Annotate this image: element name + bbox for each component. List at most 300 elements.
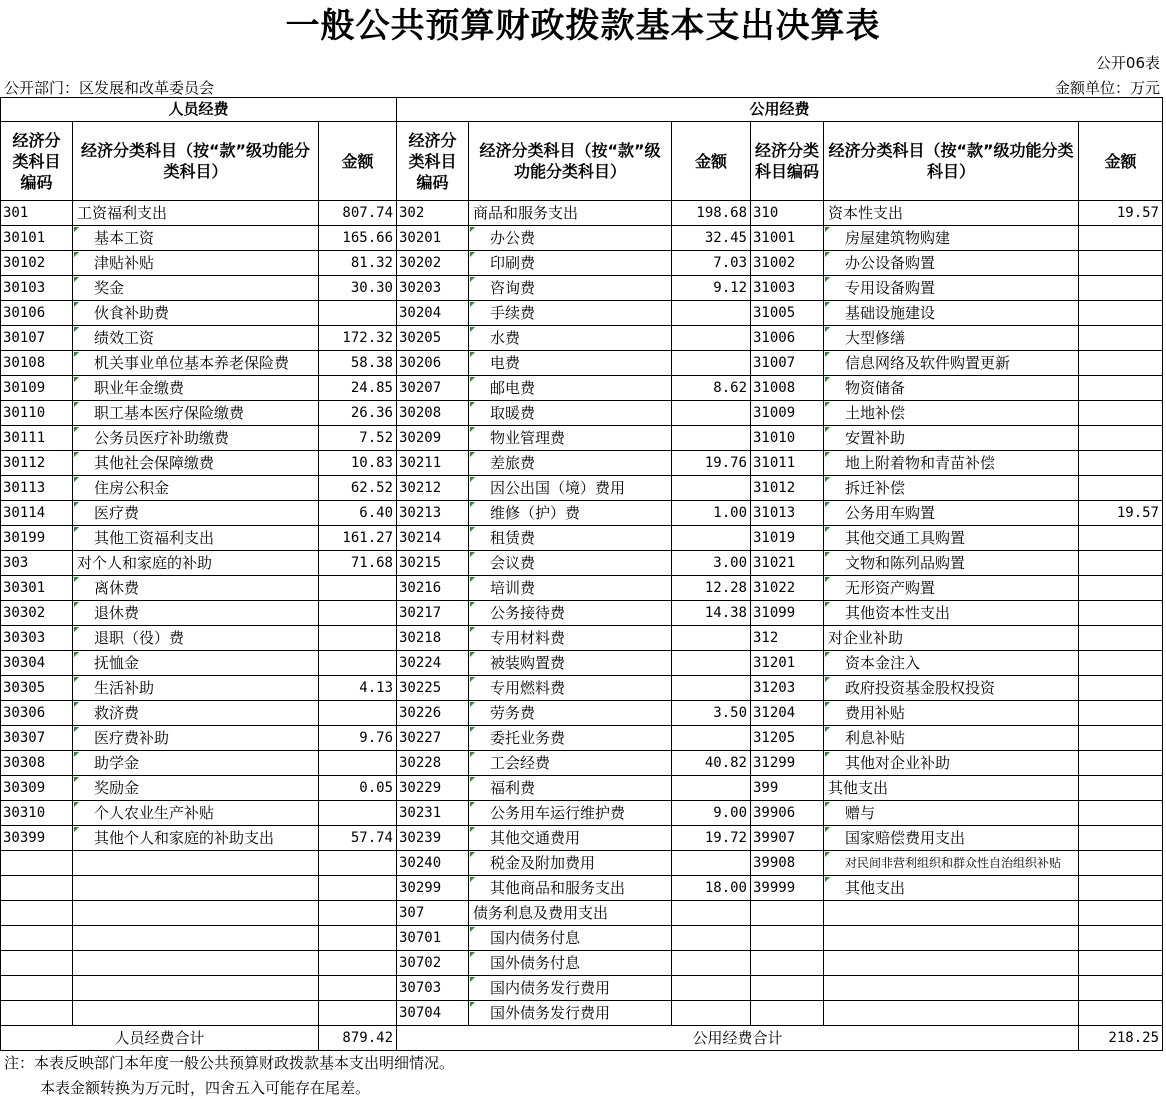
name-cell: 税金及附加费用 bbox=[469, 851, 672, 876]
code-cell: 31005 bbox=[751, 301, 824, 326]
name-header: 经济分类科目（按“款”级功能分类科目） bbox=[73, 122, 319, 201]
name-cell: 绩效工资 bbox=[73, 326, 319, 351]
name-cell: 奖金 bbox=[73, 276, 319, 301]
amount-cell: 19.72 bbox=[672, 826, 751, 851]
amount-cell bbox=[672, 976, 751, 1001]
amount-cell bbox=[319, 301, 397, 326]
amount-cell: 1.00 bbox=[672, 501, 751, 526]
table-row bbox=[1, 876, 1163, 901]
amount-cell bbox=[1079, 826, 1163, 851]
amount-cell bbox=[1079, 1001, 1163, 1026]
code-cell: 30303 bbox=[1, 626, 73, 651]
name-cell: 物资储备 bbox=[824, 376, 1079, 401]
amount-cell: 18.00 bbox=[672, 876, 751, 901]
amount-cell: 12.28 bbox=[672, 576, 751, 601]
table-row bbox=[1, 526, 1163, 551]
name-cell: 个人农业生产补贴 bbox=[73, 801, 319, 826]
code-header: 经济分类科目编码 bbox=[751, 122, 824, 201]
code-cell: 39907 bbox=[751, 826, 824, 851]
name-cell: 租赁费 bbox=[469, 526, 672, 551]
table-row bbox=[1, 951, 1163, 976]
name-header: 经济分类科目（按“款”级功能分类科目） bbox=[469, 122, 672, 201]
amount-cell bbox=[1079, 351, 1163, 376]
name-cell: 资本性支出 bbox=[824, 201, 1079, 226]
amount-cell bbox=[1079, 301, 1163, 326]
code-cell: 30306 bbox=[1, 701, 73, 726]
code-cell: 30110 bbox=[1, 401, 73, 426]
public-group-header: 公用经费 bbox=[397, 98, 1163, 122]
code-cell: 30199 bbox=[1, 526, 73, 551]
name-cell: 办公费 bbox=[469, 226, 672, 251]
code-cell: 30114 bbox=[1, 501, 73, 526]
amount-cell: 19.57 bbox=[1079, 501, 1163, 526]
code-cell bbox=[751, 1001, 824, 1026]
amount-header: 金额 bbox=[672, 122, 751, 201]
name-cell: 其他资本性支出 bbox=[824, 601, 1079, 626]
code-cell: 30399 bbox=[1, 826, 73, 851]
code-cell: 30217 bbox=[397, 601, 469, 626]
public-total-value: 218.25 bbox=[1079, 1026, 1163, 1051]
amount-cell bbox=[672, 901, 751, 926]
amount-cell bbox=[1079, 551, 1163, 576]
name-cell: 其他个人和家庭的补助支出 bbox=[73, 826, 319, 851]
amount-cell bbox=[672, 926, 751, 951]
name-cell: 办公设备购置 bbox=[824, 251, 1079, 276]
amount-cell: 4.13 bbox=[319, 676, 397, 701]
code-cell: 30224 bbox=[397, 651, 469, 676]
name-cell: 咨询费 bbox=[469, 276, 672, 301]
personnel-total-label: 人员经费合计 bbox=[1, 1026, 319, 1051]
name-cell: 地上附着物和青苗补偿 bbox=[824, 451, 1079, 476]
code-header: 经济分类科目编码 bbox=[1, 122, 73, 201]
amount-cell bbox=[672, 326, 751, 351]
report-title: 一般公共预算财政拨款基本支出决算表 bbox=[285, 6, 881, 46]
code-cell: 30203 bbox=[397, 276, 469, 301]
code-cell: 30225 bbox=[397, 676, 469, 701]
group-header-row bbox=[1, 98, 1163, 122]
department-label: 公开部门：区发展和改革委员会 bbox=[4, 79, 215, 97]
name-cell bbox=[824, 951, 1079, 976]
table-row bbox=[1, 426, 1163, 451]
name-cell: 生活补助 bbox=[73, 676, 319, 701]
name-cell: 奖励金 bbox=[73, 776, 319, 801]
code-cell: 30112 bbox=[1, 451, 73, 476]
code-cell: 31299 bbox=[751, 751, 824, 776]
table-row bbox=[1, 901, 1163, 926]
name-cell: 工会经费 bbox=[469, 751, 672, 776]
table-row bbox=[1, 1001, 1163, 1026]
name-cell: 其他交通工具购置 bbox=[824, 526, 1079, 551]
table-row bbox=[1, 201, 1163, 226]
code-cell: 30229 bbox=[397, 776, 469, 801]
amount-cell bbox=[1079, 926, 1163, 951]
table-row bbox=[1, 501, 1163, 526]
name-cell: 职业年金缴费 bbox=[73, 376, 319, 401]
code-cell: 30299 bbox=[397, 876, 469, 901]
code-cell: 301 bbox=[1, 201, 73, 226]
name-cell: 文物和陈列品购置 bbox=[824, 551, 1079, 576]
name-cell: 培训费 bbox=[469, 576, 672, 601]
name-cell: 基本工资 bbox=[73, 226, 319, 251]
amount-cell bbox=[1079, 676, 1163, 701]
amount-cell bbox=[1079, 476, 1163, 501]
code-cell bbox=[1, 951, 73, 976]
amount-cell: 58.38 bbox=[319, 351, 397, 376]
amount-cell bbox=[319, 801, 397, 826]
amount-cell bbox=[1079, 976, 1163, 1001]
code-cell: 30106 bbox=[1, 301, 73, 326]
code-cell: 30212 bbox=[397, 476, 469, 501]
name-cell bbox=[824, 901, 1079, 926]
table-row bbox=[1, 251, 1163, 276]
name-cell: 拆迁补偿 bbox=[824, 476, 1079, 501]
code-cell: 30701 bbox=[397, 926, 469, 951]
name-cell: 退职（役）费 bbox=[73, 626, 319, 651]
name-cell: 其他支出 bbox=[824, 776, 1079, 801]
name-cell: 救济费 bbox=[73, 701, 319, 726]
table-row bbox=[1, 626, 1163, 651]
name-cell: 助学金 bbox=[73, 751, 319, 776]
name-cell: 其他对企业补助 bbox=[824, 751, 1079, 776]
amount-cell bbox=[672, 776, 751, 801]
name-cell: 公务用车运行维护费 bbox=[469, 801, 672, 826]
code-cell: 31019 bbox=[751, 526, 824, 551]
table-row bbox=[1, 351, 1163, 376]
code-cell: 30309 bbox=[1, 776, 73, 801]
name-cell: 印刷费 bbox=[469, 251, 672, 276]
table-row bbox=[1, 476, 1163, 501]
code-cell: 31007 bbox=[751, 351, 824, 376]
code-cell: 39999 bbox=[751, 876, 824, 901]
amount-cell bbox=[1079, 701, 1163, 726]
code-cell: 302 bbox=[397, 201, 469, 226]
name-cell: 大型修缮 bbox=[824, 326, 1079, 351]
code-cell bbox=[1, 876, 73, 901]
name-cell: 维修（护）费 bbox=[469, 501, 672, 526]
amount-cell bbox=[319, 576, 397, 601]
amount-cell bbox=[672, 301, 751, 326]
amount-cell bbox=[1079, 626, 1163, 651]
code-cell: 30302 bbox=[1, 601, 73, 626]
amount-cell bbox=[672, 726, 751, 751]
amount-cell bbox=[319, 701, 397, 726]
amount-cell: 30.30 bbox=[319, 276, 397, 301]
code-cell: 30209 bbox=[397, 426, 469, 451]
code-cell: 30305 bbox=[1, 676, 73, 701]
amount-cell bbox=[319, 926, 397, 951]
table-row bbox=[1, 726, 1163, 751]
table-row bbox=[1, 976, 1163, 1001]
amount-cell bbox=[1079, 801, 1163, 826]
name-cell: 专用燃料费 bbox=[469, 676, 672, 701]
code-cell: 30202 bbox=[397, 251, 469, 276]
code-cell bbox=[1, 976, 73, 1001]
name-cell: 土地补偿 bbox=[824, 401, 1079, 426]
column-header-row bbox=[1, 122, 1163, 201]
name-cell: 离休费 bbox=[73, 576, 319, 601]
amount-cell bbox=[672, 651, 751, 676]
amount-cell: 7.52 bbox=[319, 426, 397, 451]
code-cell: 30113 bbox=[1, 476, 73, 501]
amount-cell: 9.76 bbox=[319, 726, 397, 751]
name-cell: 专用设备购置 bbox=[824, 276, 1079, 301]
code-cell: 31013 bbox=[751, 501, 824, 526]
name-cell bbox=[73, 951, 319, 976]
name-cell: 水费 bbox=[469, 326, 672, 351]
name-cell: 津贴补贴 bbox=[73, 251, 319, 276]
code-cell: 31009 bbox=[751, 401, 824, 426]
code-cell: 30227 bbox=[397, 726, 469, 751]
name-cell bbox=[73, 876, 319, 901]
amount-cell bbox=[672, 526, 751, 551]
code-cell: 30208 bbox=[397, 401, 469, 426]
code-cell bbox=[1, 851, 73, 876]
amount-cell bbox=[1079, 276, 1163, 301]
amount-cell bbox=[672, 351, 751, 376]
code-cell: 31205 bbox=[751, 726, 824, 751]
code-cell: 30211 bbox=[397, 451, 469, 476]
code-cell: 31008 bbox=[751, 376, 824, 401]
name-cell: 赠与 bbox=[824, 801, 1079, 826]
amount-cell bbox=[319, 626, 397, 651]
amount-cell: 32.45 bbox=[672, 226, 751, 251]
name-cell: 委托业务费 bbox=[469, 726, 672, 751]
name-cell: 福利费 bbox=[469, 776, 672, 801]
amount-cell bbox=[319, 976, 397, 1001]
code-cell: 30205 bbox=[397, 326, 469, 351]
amount-cell: 198.68 bbox=[672, 201, 751, 226]
table-row bbox=[1, 301, 1163, 326]
amount-cell: 161.27 bbox=[319, 526, 397, 551]
amount-cell: 62.52 bbox=[319, 476, 397, 501]
code-cell: 31099 bbox=[751, 601, 824, 626]
name-cell bbox=[824, 1001, 1079, 1026]
name-cell: 物业管理费 bbox=[469, 426, 672, 451]
code-cell: 31021 bbox=[751, 551, 824, 576]
footnote: 注：本表反映部门本年度一般公共预算财政拨款基本支出明细情况。 bbox=[4, 1054, 455, 1072]
name-cell: 退休费 bbox=[73, 601, 319, 626]
name-cell: 因公出国（境）费用 bbox=[469, 476, 672, 501]
amount-cell: 81.32 bbox=[319, 251, 397, 276]
code-cell: 30308 bbox=[1, 751, 73, 776]
name-cell: 无形资产购置 bbox=[824, 576, 1079, 601]
code-cell: 30304 bbox=[1, 651, 73, 676]
name-cell: 医疗费 bbox=[73, 501, 319, 526]
code-cell: 30310 bbox=[1, 801, 73, 826]
code-cell: 30101 bbox=[1, 226, 73, 251]
name-cell: 安置补助 bbox=[824, 426, 1079, 451]
table-row bbox=[1, 326, 1163, 351]
code-cell: 30702 bbox=[397, 951, 469, 976]
name-cell: 信息网络及软件购置更新 bbox=[824, 351, 1079, 376]
code-cell: 30111 bbox=[1, 426, 73, 451]
amount-cell bbox=[1079, 451, 1163, 476]
code-cell: 30228 bbox=[397, 751, 469, 776]
name-cell: 国内债务发行费用 bbox=[469, 976, 672, 1001]
code-cell: 30108 bbox=[1, 351, 73, 376]
code-cell: 30214 bbox=[397, 526, 469, 551]
table-row bbox=[1, 451, 1163, 476]
amount-cell: 0.05 bbox=[319, 776, 397, 801]
name-cell: 政府投资基金股权投资 bbox=[824, 676, 1079, 701]
code-cell: 30216 bbox=[397, 576, 469, 601]
code-cell bbox=[1, 926, 73, 951]
code-cell: 307 bbox=[397, 901, 469, 926]
code-cell: 30703 bbox=[397, 976, 469, 1001]
code-cell: 30102 bbox=[1, 251, 73, 276]
code-cell: 31003 bbox=[751, 276, 824, 301]
code-cell: 31011 bbox=[751, 451, 824, 476]
name-cell: 其他工资福利支出 bbox=[73, 526, 319, 551]
name-cell: 国外债务发行费用 bbox=[469, 1001, 672, 1026]
unit-label: 金额单位：万元 bbox=[1054, 79, 1160, 97]
code-cell: 31006 bbox=[751, 326, 824, 351]
table-row bbox=[1, 801, 1163, 826]
amount-cell bbox=[319, 751, 397, 776]
amount-cell bbox=[1079, 651, 1163, 676]
code-cell: 31001 bbox=[751, 226, 824, 251]
name-cell: 劳务费 bbox=[469, 701, 672, 726]
code-cell bbox=[1, 901, 73, 926]
name-cell: 利息补贴 bbox=[824, 726, 1079, 751]
name-header: 经济分类科目（按“款”级功能分类科目） bbox=[824, 122, 1079, 201]
table-row bbox=[1, 276, 1163, 301]
name-cell: 基础设施建设 bbox=[824, 301, 1079, 326]
amount-cell bbox=[319, 1001, 397, 1026]
code-cell: 31204 bbox=[751, 701, 824, 726]
name-cell: 会议费 bbox=[469, 551, 672, 576]
amount-cell: 9.00 bbox=[672, 801, 751, 826]
name-cell: 公务员医疗补助缴费 bbox=[73, 426, 319, 451]
table-row bbox=[1, 551, 1163, 576]
code-cell bbox=[1, 1001, 73, 1026]
code-cell: 30206 bbox=[397, 351, 469, 376]
amount-cell bbox=[672, 851, 751, 876]
name-cell: 其他商品和服务支出 bbox=[469, 876, 672, 901]
amount-cell bbox=[672, 476, 751, 501]
code-cell: 31010 bbox=[751, 426, 824, 451]
name-cell: 住房公积金 bbox=[73, 476, 319, 501]
table-row bbox=[1, 601, 1163, 626]
table-row bbox=[1, 576, 1163, 601]
amount-cell bbox=[672, 426, 751, 451]
code-cell: 399 bbox=[751, 776, 824, 801]
code-cell bbox=[751, 976, 824, 1001]
name-cell: 国外债务付息 bbox=[469, 951, 672, 976]
code-cell: 30301 bbox=[1, 576, 73, 601]
name-cell: 费用补贴 bbox=[824, 701, 1079, 726]
code-cell: 30231 bbox=[397, 801, 469, 826]
name-cell: 其他交通费用 bbox=[469, 826, 672, 851]
amount-cell bbox=[1079, 401, 1163, 426]
amount-cell: 172.32 bbox=[319, 326, 397, 351]
code-cell: 30239 bbox=[397, 826, 469, 851]
name-cell bbox=[824, 976, 1079, 1001]
code-cell: 30215 bbox=[397, 551, 469, 576]
table-row bbox=[1, 926, 1163, 951]
personnel-group-header: 人员经费 bbox=[1, 98, 397, 122]
amount-cell bbox=[319, 876, 397, 901]
amount-cell bbox=[1079, 776, 1163, 801]
name-cell: 被装购置费 bbox=[469, 651, 672, 676]
amount-cell bbox=[1079, 526, 1163, 551]
amount-cell: 71.68 bbox=[319, 551, 397, 576]
name-cell: 取暖费 bbox=[469, 401, 672, 426]
code-cell: 30103 bbox=[1, 276, 73, 301]
name-cell: 公务接待费 bbox=[469, 601, 672, 626]
name-cell bbox=[73, 926, 319, 951]
amount-cell bbox=[672, 951, 751, 976]
amount-cell bbox=[672, 676, 751, 701]
code-cell bbox=[751, 926, 824, 951]
amount-cell bbox=[1079, 251, 1163, 276]
name-cell: 专用材料费 bbox=[469, 626, 672, 651]
name-cell bbox=[824, 926, 1079, 951]
name-cell: 对民间非营利组织和群众性自治组织补贴 bbox=[824, 851, 1079, 876]
code-cell: 30704 bbox=[397, 1001, 469, 1026]
amount-cell: 14.38 bbox=[672, 601, 751, 626]
table-row bbox=[1, 826, 1163, 851]
name-cell: 电费 bbox=[469, 351, 672, 376]
amount-cell bbox=[1079, 226, 1163, 251]
code-cell: 30204 bbox=[397, 301, 469, 326]
name-cell: 国家赔偿费用支出 bbox=[824, 826, 1079, 851]
amount-cell bbox=[1079, 751, 1163, 776]
name-cell: 国内债务付息 bbox=[469, 926, 672, 951]
footnote: 本表金额转换为万元时，四舍五入可能存在尾差。 bbox=[40, 1079, 371, 1097]
name-cell: 工资福利支出 bbox=[73, 201, 319, 226]
amount-cell: 19.76 bbox=[672, 451, 751, 476]
name-cell: 房屋建筑物购建 bbox=[824, 226, 1079, 251]
name-cell bbox=[73, 901, 319, 926]
name-cell: 伙食补助费 bbox=[73, 301, 319, 326]
code-cell: 31002 bbox=[751, 251, 824, 276]
public-total-label: 公用经费合计 bbox=[397, 1026, 1079, 1051]
amount-cell bbox=[672, 1001, 751, 1026]
amount-cell bbox=[672, 626, 751, 651]
code-cell: 303 bbox=[1, 551, 73, 576]
table-row bbox=[1, 226, 1163, 251]
code-header: 经济分类科目编码 bbox=[397, 122, 469, 201]
name-cell bbox=[73, 851, 319, 876]
amount-cell: 10.83 bbox=[319, 451, 397, 476]
amount-cell: 3.00 bbox=[672, 551, 751, 576]
code-cell: 30213 bbox=[397, 501, 469, 526]
name-cell: 抚恤金 bbox=[73, 651, 319, 676]
table-row bbox=[1, 701, 1163, 726]
name-cell: 其他社会保障缴费 bbox=[73, 451, 319, 476]
amount-cell bbox=[1079, 951, 1163, 976]
table-row bbox=[1, 751, 1163, 776]
code-cell bbox=[751, 901, 824, 926]
name-cell bbox=[73, 1001, 319, 1026]
name-cell: 对企业补助 bbox=[824, 626, 1079, 651]
code-cell: 312 bbox=[751, 626, 824, 651]
personnel-total-value: 879.42 bbox=[319, 1026, 397, 1051]
table-row bbox=[1, 651, 1163, 676]
code-cell: 31201 bbox=[751, 651, 824, 676]
name-cell: 对个人和家庭的补助 bbox=[73, 551, 319, 576]
table-row bbox=[1, 851, 1163, 876]
amount-cell: 8.62 bbox=[672, 376, 751, 401]
amount-cell bbox=[319, 901, 397, 926]
amount-cell bbox=[319, 651, 397, 676]
amount-cell: 57.74 bbox=[319, 826, 397, 851]
amount-cell bbox=[1079, 326, 1163, 351]
name-cell: 邮电费 bbox=[469, 376, 672, 401]
code-cell: 39908 bbox=[751, 851, 824, 876]
code-cell: 39906 bbox=[751, 801, 824, 826]
